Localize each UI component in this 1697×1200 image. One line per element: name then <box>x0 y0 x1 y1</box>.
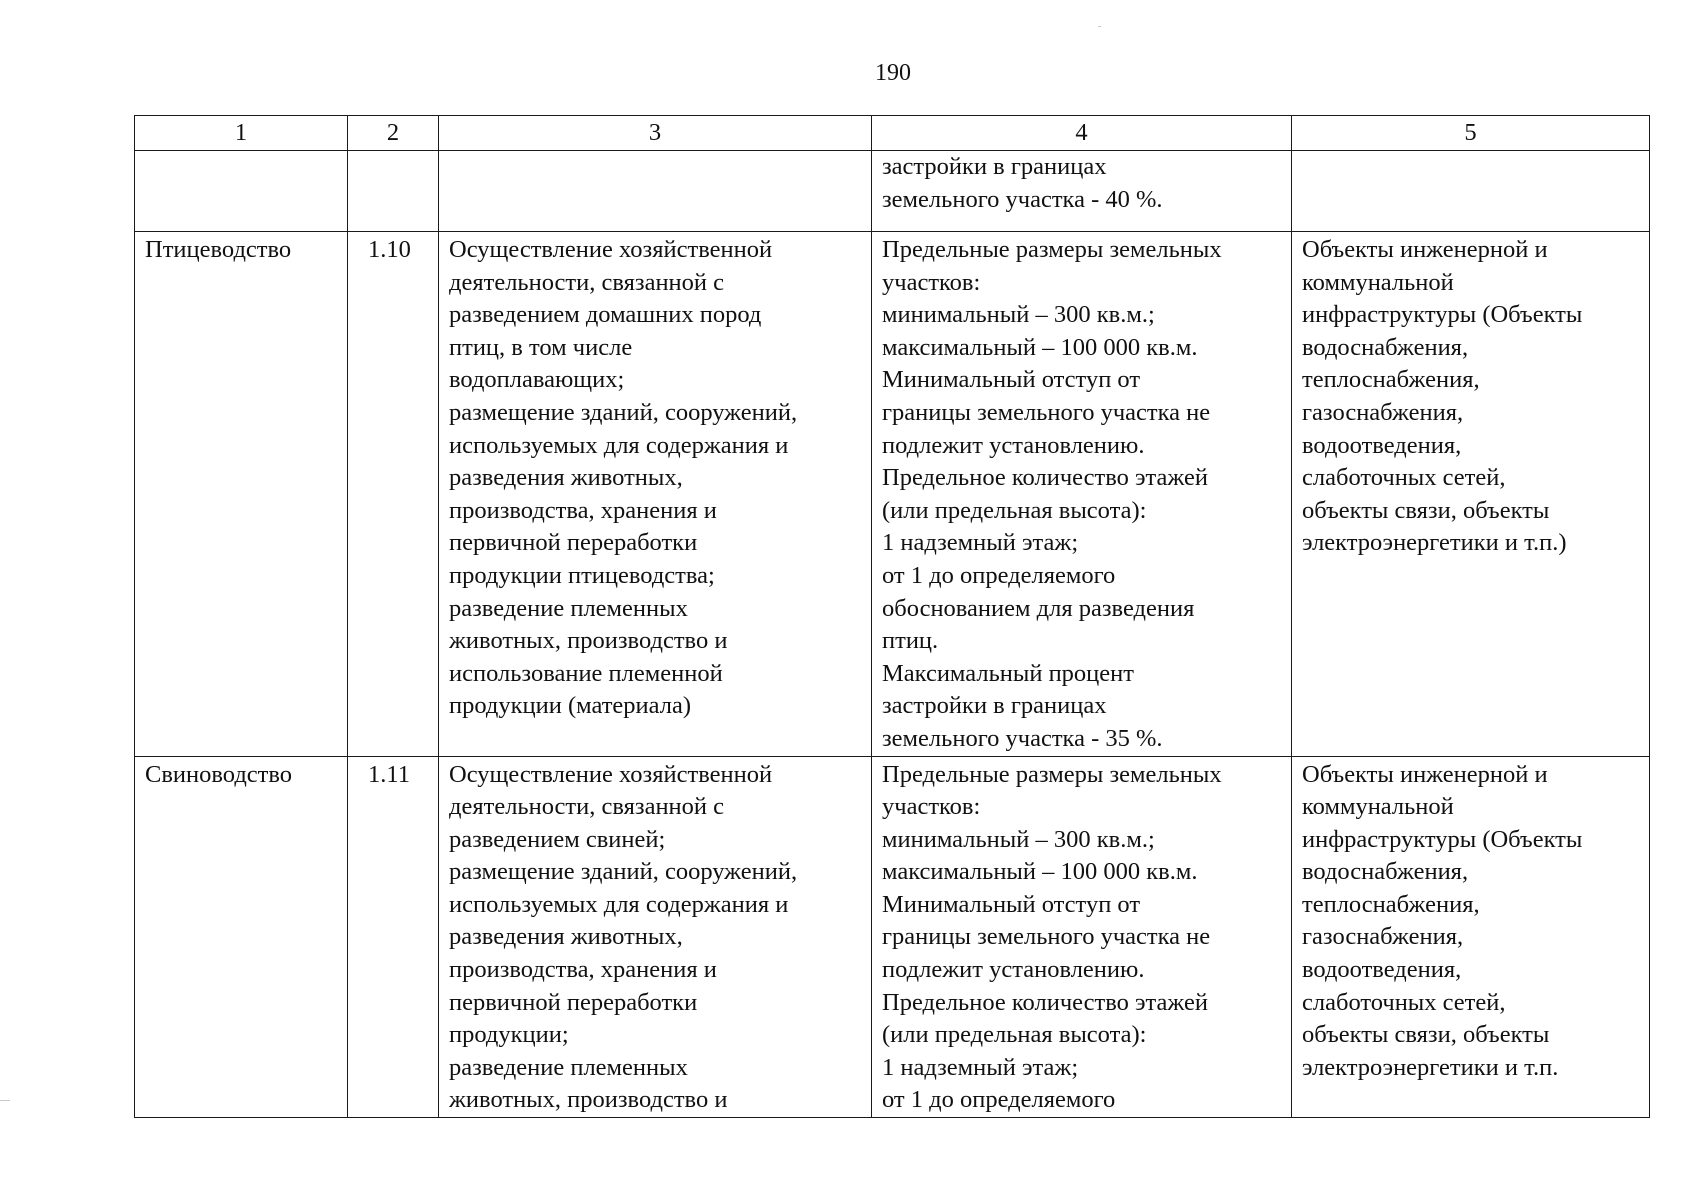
cell-line: застройки в границах <box>882 692 1107 720</box>
cell-line: деятельности, связанной с <box>449 268 725 296</box>
cell-line: размещение зданий, сооружений, <box>449 858 798 886</box>
cell-line: границы земельного участка не <box>882 923 1211 951</box>
objects-cell <box>1292 756 1650 1118</box>
table-row <box>135 151 1650 232</box>
cell-line: Минимальный отступ от <box>882 890 1141 918</box>
cell-line: инфраструктуры (Объекты <box>1302 301 1583 329</box>
cell-line: застройки в границах <box>882 153 1107 180</box>
column-header-4: 4 <box>872 116 1292 151</box>
cell-line: водоснабжения, <box>1302 333 1469 361</box>
cell-line: используемых для содержания и <box>449 890 789 918</box>
cell-line: Объекты инженерной и <box>1302 236 1548 263</box>
land-use-code-cell: 1.11 <box>348 756 439 1118</box>
cell-line: газоснабжения, <box>1302 923 1464 951</box>
cell-line: 1 надземный этаж; <box>882 1053 1079 1081</box>
cell-line: водоснабжения, <box>1302 858 1469 886</box>
cell-line: животных, производство и <box>449 1086 728 1114</box>
cell-line: (или предельная высота): <box>882 496 1147 524</box>
cell-line: газоснабжения, <box>1302 398 1464 426</box>
cell-line: минимальный – 300 кв.м.; <box>882 825 1155 853</box>
cell-line: коммунальной <box>1302 268 1454 296</box>
cell-line: водоотведения, <box>1302 431 1462 459</box>
scan-artifact-mark <box>1098 26 1101 27</box>
cell-line: объекты связи, объекты <box>1302 496 1550 524</box>
cell-line: продукции; <box>449 1021 569 1049</box>
header-row <box>135 116 1650 151</box>
cell-line: 1 надземный этаж; <box>882 529 1079 557</box>
cell-line: птиц, в том числе <box>449 333 633 361</box>
cell-line: границы земельного участка не <box>882 398 1211 426</box>
column-header-1: 1 <box>135 116 348 151</box>
cell-line: продукции (материала) <box>449 692 692 720</box>
cell-line: земельного участка - 35 %. <box>882 724 1163 752</box>
cell-line: земельного участка - 40 %. <box>882 185 1163 213</box>
land-use-code-cell: 1.10 <box>348 232 439 757</box>
parameters-cell <box>872 756 1292 1118</box>
cell-line: производства, хранения и <box>449 496 717 524</box>
column-header-5: 5 <box>1292 116 1650 151</box>
cell-line: Объекты инженерной и <box>1302 760 1548 788</box>
objects-cell <box>1292 151 1650 232</box>
cell-line: электроэнергетики и т.п.) <box>1302 529 1567 557</box>
cell-line: от 1 до определяемого <box>882 1086 1116 1114</box>
cell-line: Минимальный отступ от <box>882 366 1141 394</box>
cell-line: первичной переработки <box>449 988 698 1016</box>
cell-line: производства, хранения и <box>449 956 717 984</box>
cell-line: Максимальный процент <box>882 659 1134 687</box>
cell-line: электроэнергетики и т.п. <box>1302 1053 1559 1081</box>
cell-line: водоплавающих; <box>449 366 625 394</box>
cell-line: Предельные размеры земельных <box>882 760 1222 788</box>
cell-line: коммунальной <box>1302 793 1454 821</box>
cell-line: максимальный – 100 000 кв.м. <box>882 858 1198 886</box>
cell-line: (или предельная высота): <box>882 1021 1147 1049</box>
cell-line: деятельности, связанной с <box>449 793 725 821</box>
land-use-name-cell <box>135 151 348 232</box>
land-use-name-cell: Птицеводство <box>135 232 348 757</box>
table-row <box>135 756 1650 1118</box>
cell-line: теплоснабжения, <box>1302 366 1480 394</box>
cell-line: от 1 до определяемого <box>882 561 1116 589</box>
cell-line: разведением свиней; <box>449 825 666 853</box>
column-header-2: 2 <box>348 116 439 151</box>
cell-line: разведение племенных <box>449 1053 688 1081</box>
cell-line: слаботочных сетей, <box>1302 464 1506 492</box>
cell-line: объекты связи, объекты <box>1302 1021 1550 1049</box>
cell-line: разведения животных, <box>449 464 683 492</box>
cell-line: использование племенной <box>449 659 723 687</box>
cell-line: Предельные размеры земельных <box>882 236 1222 263</box>
cell-line: используемых для содержания и <box>449 431 789 459</box>
cell-line: теплоснабжения, <box>1302 890 1480 918</box>
land-use-name-cell: Свиноводство <box>135 756 348 1118</box>
cell-line: минимальный – 300 кв.м.; <box>882 301 1155 329</box>
description-cell <box>439 151 872 232</box>
cell-line: разведением домашних пород <box>449 301 762 329</box>
cell-line: подлежит установлению. <box>882 956 1145 984</box>
cell-line: слаботочных сетей, <box>1302 988 1506 1016</box>
table-row <box>135 232 1650 757</box>
cell-line: максимальный – 100 000 кв.м. <box>882 333 1198 361</box>
cell-line: инфраструктуры (Объекты <box>1302 825 1583 853</box>
cell-line: продукции птицеводства; <box>449 561 715 589</box>
cell-line: Осуществление хозяйственной <box>449 760 773 788</box>
cell-line: разведение племенных <box>449 594 688 622</box>
column-header-3: 3 <box>439 116 872 151</box>
parameters-cell <box>872 151 1292 232</box>
cell-line: участков: <box>882 793 981 821</box>
cell-line: разведения животных, <box>449 923 683 951</box>
cell-line: размещение зданий, сооружений, <box>449 398 798 426</box>
cell-line: обоснованием для разведения <box>882 594 1195 622</box>
cell-line: водоотведения, <box>1302 956 1462 984</box>
description-cell <box>439 756 872 1118</box>
cell-line: Предельное количество этажей <box>882 464 1208 492</box>
parameters-cell <box>872 232 1292 757</box>
cell-line: Осуществление хозяйственной <box>449 236 773 263</box>
objects-cell <box>1292 232 1650 757</box>
cell-line: животных, производство и <box>449 627 728 655</box>
cell-line: участков: <box>882 268 981 296</box>
description-cell <box>439 232 872 757</box>
scan-artifact-mark <box>0 1100 10 1101</box>
zoning-table <box>134 115 1650 1118</box>
page-number: 190 <box>875 60 911 86</box>
land-use-code-cell <box>348 151 439 232</box>
cell-line: птиц. <box>882 627 939 655</box>
cell-line: Предельное количество этажей <box>882 988 1208 1016</box>
cell-line: первичной переработки <box>449 529 698 557</box>
cell-line: подлежит установлению. <box>882 431 1145 459</box>
